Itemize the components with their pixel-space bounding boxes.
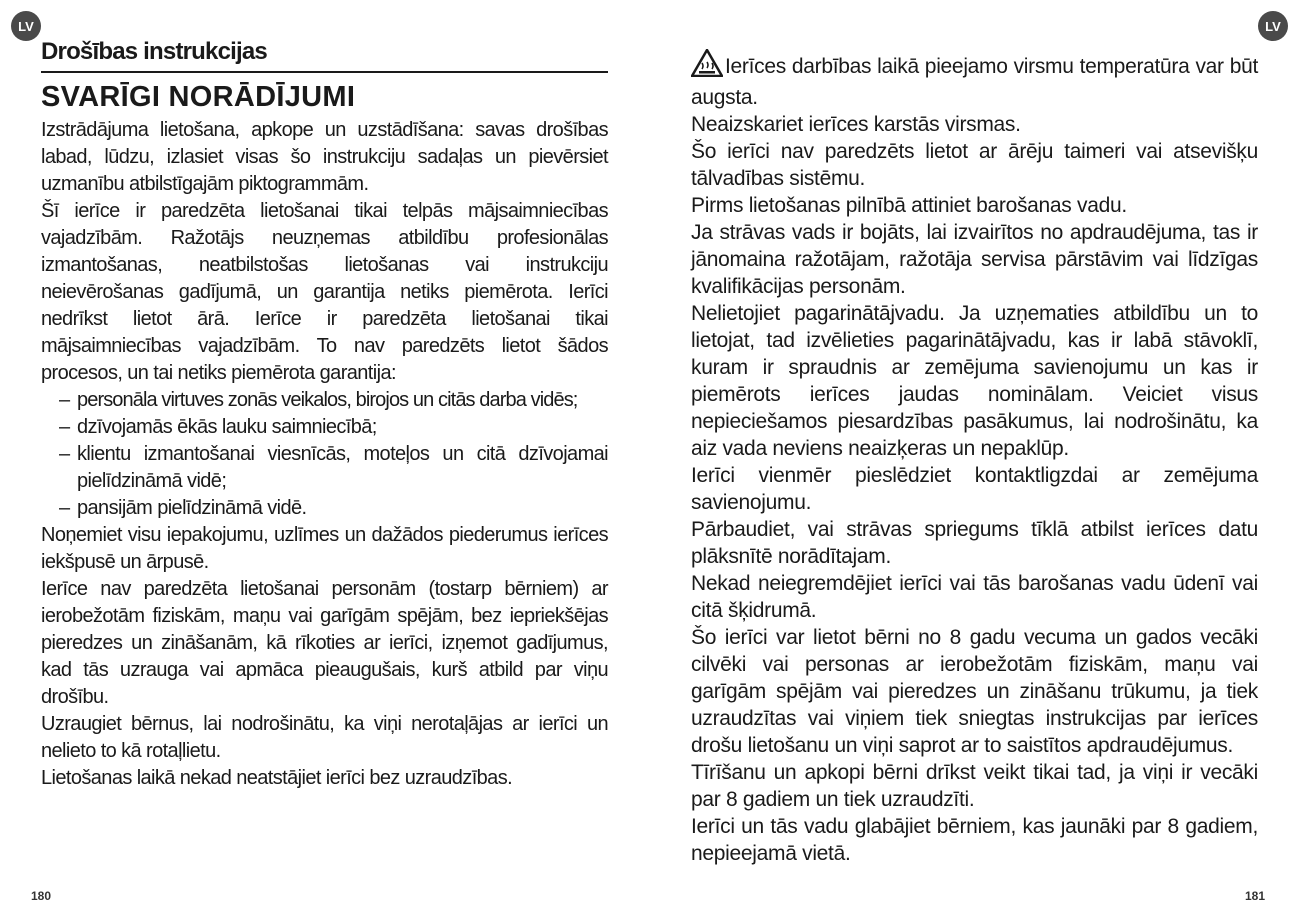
paragraph: Ierīces darbības laikā pieejamo virsmu temperatūra var būt augsta.	[691, 49, 1258, 111]
list-item: – klientu izmantošanai viesnīcās, moteļos un citā dzīvojamai pielīdzināmā vidē;	[41, 441, 608, 495]
paragraph: Šī ierīce ir paredzēta lietošanai tikai telpās mājsaimniecības vajadzībām. Ražotājs neuzņemas atbildību profesionālas izmantošanas, neatbilstošas lietošanas vai instrukciju neievērošanas gadījumā, un garantija netiks piemērota. Ierīci nedrīkst lietot ārā. Ierīce ir paredzēta lietošanai tikai mājsaimniecības vajadzībām. To nav paredzēts lietot šādos procesos, un tai netiks piemērota garantija:	[41, 200, 608, 384]
usage-exclusion-list	[41, 387, 608, 522]
paragraph: Ierīce nav paredzēta lietošanai personām (tostarp bērniem) ar ierobežotām fiziskām, maņu vai garīgām spējām, bez iepriekšējas pieredzes un zināšanām, kā rīkoties ar ierīci, izņemot gadījumus, kad tās uzrauga vai apmāca pieaugušais, kurš atbild par viņu drošību.	[41, 578, 608, 708]
paragraph: Pārbaudiet, vai strāvas spriegums tīklā atbilst ierīces datu plāksnītē norādītajam.	[691, 518, 1258, 568]
paragraph: Ja strāvas vads ir bojāts, lai izvairītos no apdraudējuma, tas ir jānomaina ražotājam, ražotāja servisa pārstāvim vai līdzīgas kvalifikācijas personām.	[691, 221, 1258, 298]
paragraph: Tīrīšanu un apkopi bērni drīkst veikt tikai tad, ja viņi ir vecāki par 8 gadiem un tiek uzraudzīti.	[691, 761, 1258, 811]
page-number-left: 180	[31, 889, 52, 903]
list-item: – pansijām pielīdzināmā vidē.	[41, 495, 608, 522]
paragraph: Nelietojiet pagarinātājvadu. Ja uzņematies atbildību un to lietojat, tad izvēlieties pagarinātājvadu, kas ir labā stāvoklī, kuram ir spraudnis ar zemējuma savienojumu un kas ir piemērots ierīces jaudas nominālam. Veiciet visus nepieciešamos piesardzības pasākumus, lai nodrošinātu, ka aiz vada neviens neaizķeras un nepaklūp.	[691, 302, 1258, 460]
left-page-body	[41, 117, 608, 792]
list-item: – dzīvojamās ēkās lauku saimniecībā;	[41, 414, 608, 441]
hot-surface-warning-icon	[691, 49, 723, 84]
paragraph: Noņemiet visu iepakojumu, uzlīmes un dažādos piederumus ierīces iekšpusē un ārpusē.	[41, 524, 608, 573]
page-heading: SVARĪGI NORĀDĪJUMI	[41, 81, 356, 113]
paragraph: Pirms lietošanas pilnībā attiniet barošanas vadu.	[691, 194, 1127, 217]
list-item: – personāla virtuves zonās veikalos, birojos un citās darba vidēs;	[41, 387, 608, 414]
paragraph: Lietošanas laikā nekad neatstājiet ierīci bez uzraudzības.	[41, 767, 513, 789]
paragraph: Ierīci vienmēr pieslēdziet kontaktligzdai ar zemējuma savienojumu.	[691, 464, 1258, 514]
right-page-body	[691, 49, 1258, 867]
paragraph: Šo ierīci nav paredzēts lietot ar ārēju taimeri vai atsevišķu tālvadības sistēmu.	[691, 140, 1258, 190]
paragraph: Šo ierīci var lietot bērni no 8 gadu vecuma un gados vecāki cilvēki vai personas ar ierobežotām fiziskām, maņu vai garīgām spējām vai pieredzes un zināšanu trūkumu, ja tiek uzraudzītas vai viņiem tiek sniegtas instrukcijas par ierīces drošu lietošanu un viņi saprot ar to saistītos apdraudējumus.	[691, 626, 1258, 757]
paragraph: Izstrādājuma lietošana, apkope un uzstādīšana: savas drošības labad, lūdzu, izlasiet visas šo instrukciju sadaļas un pievērsiet uzmanību atbilstīgajām piktogrammām.	[41, 119, 608, 195]
paragraph: Nekad neiegremdējiet ierīci vai tās barošanas vadu ūdenī vai citā šķidrumā.	[691, 572, 1258, 622]
paragraph: Ierīci un tās vadu glabājiet bērniem, kas jaunāki par 8 gadiem, nepieejamā vietā.	[691, 815, 1258, 865]
paragraph: Uzraugiet bērnus, lai nodrošinātu, ka viņi nerotaļājas ar ierīci un nelieto to kā rotaļlietu.	[41, 713, 608, 762]
section-title: Drošības instrukcijas	[41, 37, 608, 73]
page-number-right: 181	[1245, 889, 1266, 903]
language-badge-right: LV	[1258, 11, 1288, 41]
paragraph: Neaizskariet ierīces karstās virsmas.	[691, 113, 1021, 136]
language-badge-left: LV	[11, 11, 41, 41]
